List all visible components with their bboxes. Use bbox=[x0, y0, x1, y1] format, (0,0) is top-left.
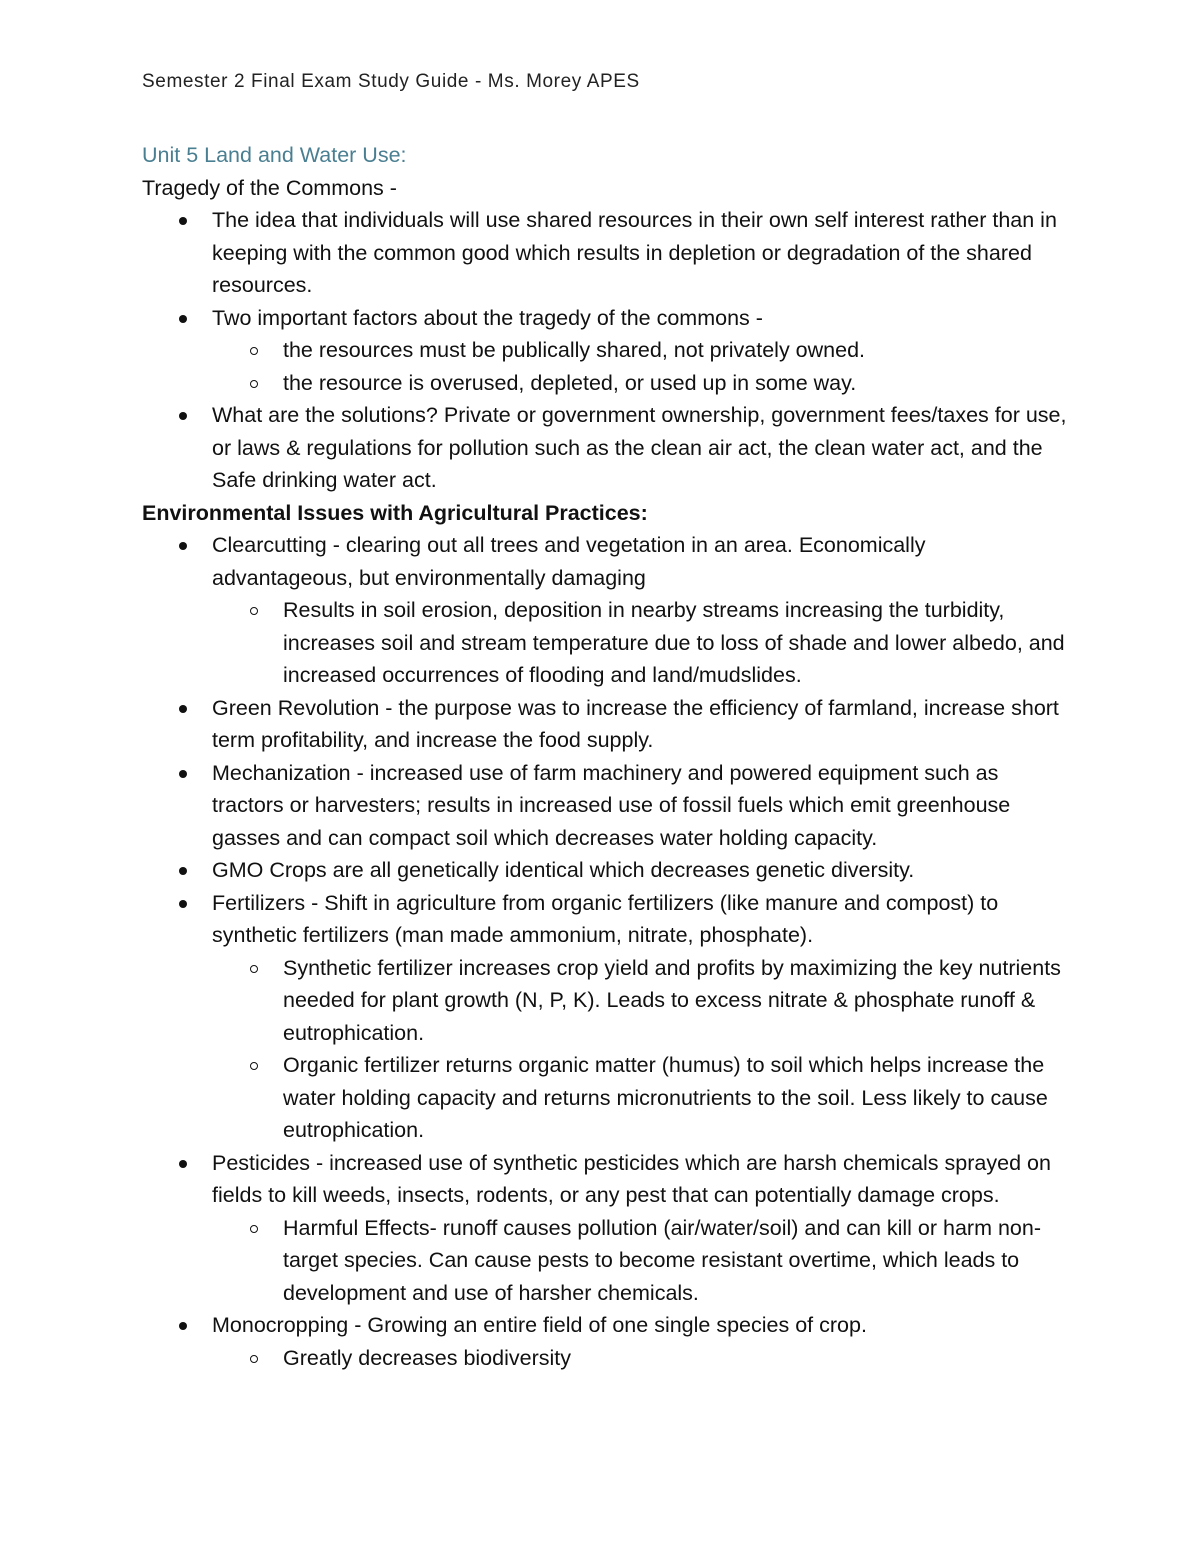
sub-list-item: Results in soil erosion, deposition in nearby streams increasing the turbidity, increases soil and stream temperature due to loss of shade and lower albedo, and increased occurrences of flooding and land/mudslides. bbox=[142, 594, 1072, 692]
agriculture-list bbox=[142, 529, 1072, 1374]
list-item: Two important factors about the tragedy of the commons - bbox=[142, 302, 1072, 335]
sub-list-item: Greatly decreases biodiversity bbox=[142, 1342, 1072, 1375]
sub-list-item: Organic fertilizer returns organic matter (humus) to soil which helps increase the water holding capacity and returns micronutrients to the soil. Less likely to cause eutrophication. bbox=[142, 1049, 1072, 1147]
sub-list-item: Synthetic fertilizer increases crop yield and profits by maximizing the key nutrients needed for plant growth (N, P, K). Leads to excess nitrate & phosphate runoff & eutrophication. bbox=[142, 952, 1072, 1050]
list-item: GMO Crops are all genetically identical which decreases genetic diversity. bbox=[142, 854, 1072, 887]
section-heading: Environmental Issues with Agricultural Practices: bbox=[142, 500, 648, 525]
list-item: The idea that individuals will use shared resources in their own self interest rather than in keeping with the common good which results in depletion or degradation of the shared resources. bbox=[142, 204, 1072, 302]
document-body bbox=[142, 139, 1072, 1374]
sub-list-item: the resource is overused, depleted, or used up in some way. bbox=[142, 367, 1072, 400]
list-item: Pesticides - increased use of synthetic pesticides which are harsh chemicals sprayed on fields to kill weeds, insects, rodents, or any pest that can potentially damage crops. bbox=[142, 1147, 1072, 1212]
list-item: Monocropping - Growing an entire field of one single species of crop. bbox=[142, 1309, 1072, 1342]
list-item: Mechanization - increased use of farm machinery and powered equipment such as tractors or harvesters; results in increased use of fossil fuels which emit greenhouse gasses and can compact soil which decreases water holding capacity. bbox=[142, 757, 1072, 855]
tragedy-label: Tragedy of the Commons - bbox=[142, 175, 397, 200]
list-item: Fertilizers - Shift in agriculture from organic fertilizers (like manure and compost) to synthetic fertilizers (man made ammonium, nitrate, phosphate). bbox=[142, 887, 1072, 952]
list-item: What are the solutions? Private or government ownership, government fees/taxes for use, or laws & regulations for pollution such as the clean air act, the clean water act, and the Safe drinking water act. bbox=[142, 399, 1072, 497]
list-item: Green Revolution - the purpose was to increase the efficiency of farmland, increase short term profitability, and increase the food supply. bbox=[142, 692, 1072, 757]
sub-list-item: the resources must be publically shared, not privately owned. bbox=[142, 334, 1072, 367]
sub-list-item: Harmful Effects- runoff causes pollution (air/water/soil) and can kill or harm non-target species. Can cause pests to become resistant overtime, which leads to development and use of harsher chemicals. bbox=[142, 1212, 1072, 1310]
tragedy-list bbox=[142, 204, 1072, 497]
unit-heading: Unit 5 Land and Water Use: bbox=[142, 143, 407, 167]
page-header: Semester 2 Final Exam Study Guide - Ms. Morey APES bbox=[142, 71, 640, 92]
list-item: Clearcutting - clearing out all trees and vegetation in an area. Economically advantageous, but environmentally damaging bbox=[142, 529, 1072, 594]
